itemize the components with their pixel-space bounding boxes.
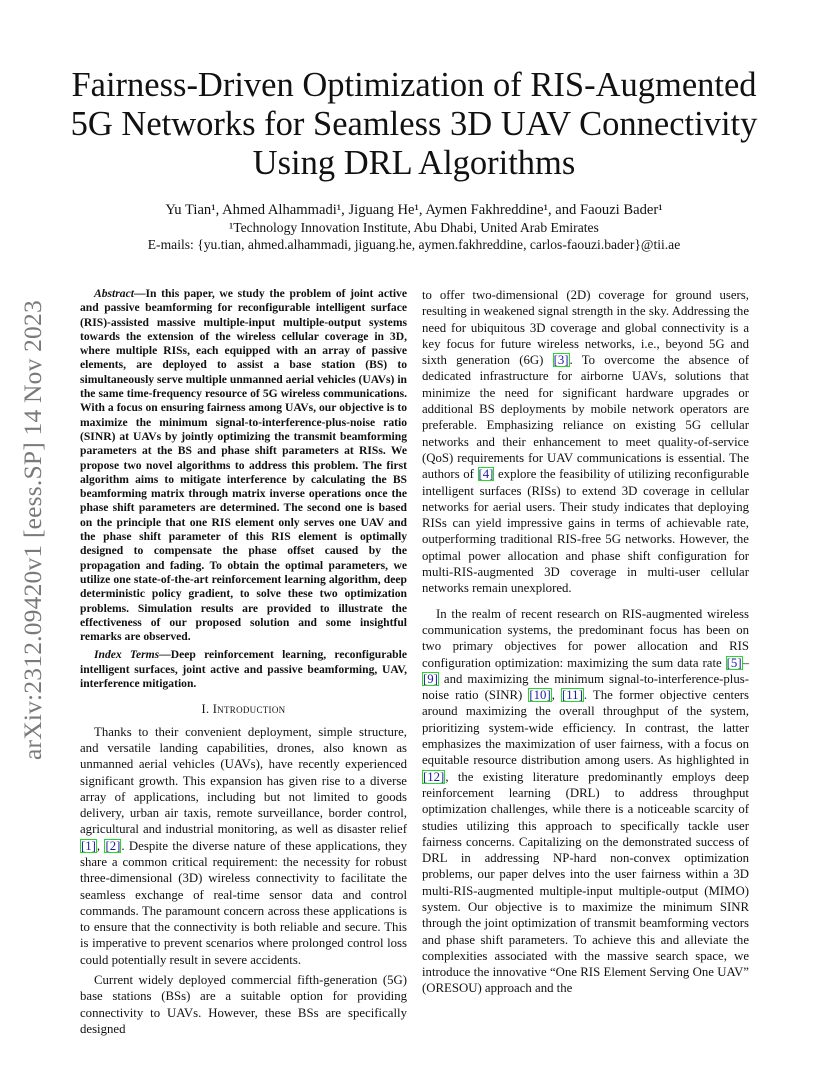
abstract-text: —In this paper, we study the problem of joint active and passive beamforming for reconfigurable intelligent surface (RIS)-assisted massive multiple-input multiple-output systems towards the extension of the wireless cellular coverage in 3D, where multiple RISs, each equipped with an array of passive elements, are deployed to assist a base station (BS) to simultaneously serve multiple unmanned aerial vehicles (UAVs) in the same time-frequency resource of 5G wireless communications. With a focus on ensuring fairness among UAVs, our objective is to maximize the minimum signal-to-interference-plus-noise ratio (SINR) at UAVs by jointly optimizing the transmit beamforming parameters at the BS and phase shift parameters at RISs. We propose two novel algorithms to address this problem. The first algorithm aims to mitigate interference by calculating the BS beamforming matrix through matrix inverse operations once the phase shift parameters are determined. The second one is based on the principle that one RIS element only serves one UAV and the phase shift parameter of this RIS element is optimally designed to compensate the phase offset caused by the propagation and fading. To obtain the optimal parameters, we utilize one state-of-the-art reinforcement learning algorithm, deep deterministic policy gradient, to solve these two optimization problems. Simulation results are provided to illustrate the effectiveness of our proposed solution and some insightful remarks are observed. — [80, 287, 407, 644]
abstract-lead: Abstract — [94, 287, 134, 300]
citation-link[interactable]: [11] — [562, 688, 583, 703]
citation-link[interactable]: [12] — [423, 769, 445, 784]
affiliation: ¹Technology Innovation Institute, Abu Dhabi, United Arab Emirates — [229, 220, 599, 235]
text-run: Thanks to their convenient deployment, simple structure, and versatile landing capabilities, drones, also known as unmanned aerial vehicles (UAVs), have recently experienced significant growth. This expansion has given rise to a diverse array of applications, including but not limited to goods delivery, urban air taxis, remote surveillance, border control, agricultural and industrial monitoring, as well as disaster relief — [80, 724, 407, 837]
citation-link[interactable]: [9] — [423, 671, 438, 686]
citation-link[interactable]: [3] — [553, 353, 569, 368]
text-run: to offer two-dimensional (2D) coverage for ground users, resulting in weakened signal strength in the sky. Addressing the need for ubiquitous 3D coverage and global connectivity is a key focus for future wireless networks, i.e., beyond 5G and sixth generation (6G) — [422, 288, 749, 368]
abstract — [80, 287, 407, 644]
author-block — [60, 202, 768, 253]
citation-link[interactable]: [10] — [529, 688, 551, 703]
text-run: . To overcome the absence of dedicated infrastructure for airborne UAVs, solutions that minimize the need for significant hardware upgrades or additional BS deployments by mobile network operators are preferable. Emphasizing reliance on existing 5G cellular networks and their enhancement to meet quality-of-service (QoS) requirements for UAV communications is essential. The authors of — [422, 353, 750, 482]
text-run: . The former objective centers around maximizing the overall throughput of the system, prioritizing system-wide efficiency. In contrast, the latter emphasizes the maximization of user fairness, with a focus on equitable resource distribution among users. As highlighted in — [422, 688, 749, 768]
text-run: , the existing literature predominantly employs deep reinforcement learning (DRL) to address throughput optimization challenges, while there is a noticeable scarcity of studies utilizing this approach to specifically tackle user fairness concerns. Capitalizing on the demonstrated success of DRL in addressing NP-hard non-convex optimization problems, our paper delves into the user fairness within a 3D multi-RIS-augmented multiple-input multiple-output (MIMO) system. Our objective is to maximize the minimum SINR through the joint optimization of transmit beamforming vectors and phase shift parameters. To achieve this and alleviate the complexities associated with the massive search space, we introduce the innovative “One RIS Element Serving One UAV” (ORESOU) approach and the — [422, 769, 749, 996]
right-column — [422, 287, 749, 997]
intro-paragraph-4 — [422, 606, 749, 997]
left-column — [80, 287, 407, 1037]
intro-paragraph-3 — [422, 287, 749, 597]
index-terms — [80, 648, 407, 691]
intro-paragraph-2: Current widely deployed commercial fifth-generation (5G) base stations (BSs) are a suitable option for providing connectivity to UAVs. However, these BSs are specifically designed — [80, 973, 407, 1036]
text-run: , — [551, 688, 561, 703]
citation-link[interactable]: [5] — [726, 655, 742, 670]
text-run: and maximizing the minimum signal-to-interference-plus-noise ratio (SINR) — [422, 671, 749, 703]
title-line-3: Using DRL Algorithms — [252, 144, 576, 182]
index-terms-text: —Deep reinforcement learning, reconfigurable intelligent surfaces, joint active and passive beamforming, UAV, interference mitigation. — [80, 648, 407, 691]
text-run: – — [742, 655, 749, 670]
citation-link[interactable]: [2] — [105, 838, 121, 853]
arxiv-stamp: arXiv:2312.09420v1 [eess.SP] 14 Nov 2023 — [18, 300, 47, 760]
paper-title — [60, 66, 768, 183]
author-names: Yu Tian¹, Ahmed Alhammadi¹, Jiguang He¹, Aymen Fakhreddine¹, and Faouzi Bader¹ — [165, 202, 663, 218]
email-line: E-mails: {yu.tian, ahmed.alhammadi, jiguang.he, aymen.fakhreddine, carlos-faouzi.bader}@tii.ae — [147, 237, 681, 252]
text-run: In the realm of recent research on RIS-augmented wireless communication systems, the predominant focus has been on two primary objectives for power allocation and RIS configuration optimization: maximizing the sum data rate — [422, 606, 749, 670]
intro-paragraph-1 — [80, 724, 407, 968]
citation-link[interactable]: [4] — [478, 467, 494, 482]
citation-link[interactable]: [1] — [81, 838, 96, 853]
index-terms-lead: Index Terms — [94, 648, 160, 662]
text-run: explore the feasibility of utilizing reconfigurable intelligent surfaces (RISs) to extend 3D coverage in cellular networks for aerial users. Their study indicates that deploying RISs can yield impressive gains in terms of achievable rate, outperforming traditional RIS-free 5G networks. However, the optimal power allocation and phase shift configuration for multi-RIS-augmented 3D coverage in multi-user cellular networks remain unexplored. — [422, 467, 750, 596]
text-run: . Despite the diverse nature of these applications, they share a common critical requirement: the necessity for robust three-dimensional (3D) wireless connectivity to facilitate the seamless exchange of real-time sensor data and control commands. The paramount concern across these applications is to ensure that the connectivity is both reliable and secure. This is imperative to prevent scenarios where prolonged control loss could potentially result in severe accidents. — [80, 838, 407, 967]
title-line-1: Fairness-Driven Optimization of RIS-Augmented — [71, 66, 757, 104]
text-run: , — [96, 838, 105, 853]
title-line-2: 5G Networks for Seamless 3D UAV Connectivity — [70, 105, 758, 143]
section-heading-introduction: I. Introduction — [201, 702, 286, 717]
